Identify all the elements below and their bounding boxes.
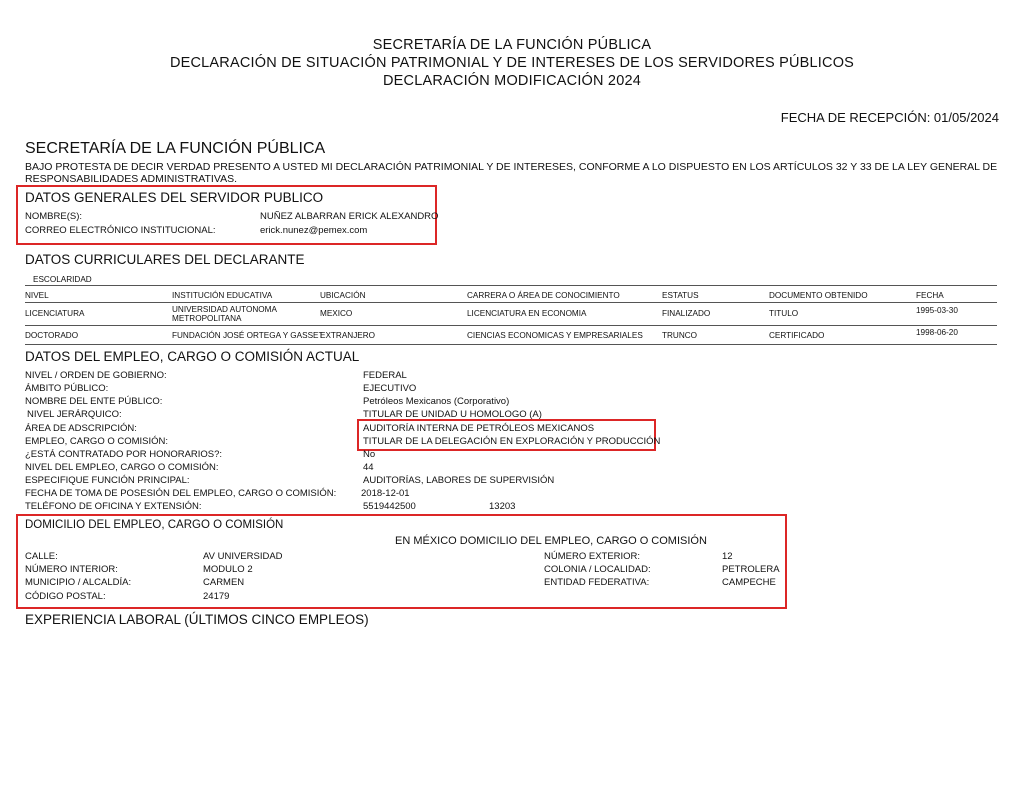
entidad-label: ENTIDAD FEDERATIVA: [544, 577, 650, 588]
empleo-value: Petróleos Mexicanos (Corporativo) [363, 396, 510, 407]
table-cell-fecha: 1998-06-20 [916, 328, 958, 337]
escolaridad-subtitle: ESCOLARIDAD [33, 275, 92, 284]
column-header-institucion: INSTITUCIÓN EDUCATIVA [172, 291, 273, 300]
table-cell-documento: TITULO [769, 309, 799, 318]
correo-label: CORREO ELECTRÓNICO INSTITUCIONAL: [25, 225, 216, 236]
domicilio-subtitle: EN MÉXICO DOMICILIO DEL EMPLEO, CARGO O COMISIÓN [395, 535, 707, 547]
table-cell-estatus: TRUNCO [662, 331, 698, 340]
table-cell-carrera: LICENCIATURA EN ECONOMIA [467, 309, 587, 318]
calle-label: CALLE: [25, 551, 58, 562]
empleo-label: FECHA DE TOMA DE POSESIÓN DEL EMPLEO, CARGO O COMISIÓN: [25, 488, 337, 499]
section-title-experiencia: EXPERIENCIA LABORAL (ÚLTIMOS CINCO EMPLEOS) [25, 612, 369, 627]
numero-interior-value: MODULO 2 [203, 564, 253, 575]
empleo-value: 44 [363, 462, 374, 473]
section-title-curriculares: DATOS CURRICULARES DEL DECLARANTE [25, 252, 305, 267]
empleo-label: NOMBRE DEL ENTE PÚBLICO: [25, 396, 163, 407]
numero-interior-label: NÚMERO INTERIOR: [25, 564, 118, 575]
empleo-label: TELÉFONO DE OFICINA Y EXTENSIÓN: [25, 501, 202, 512]
column-header-nivel: NIVEL [25, 291, 49, 300]
table-cell-nivel: DOCTORADO [25, 331, 79, 340]
section-title-domicilio: DOMICILIO DEL EMPLEO, CARGO O COMISIÓN [25, 519, 284, 531]
empleo-value: FEDERAL [363, 370, 407, 381]
numero-exterior-label: NÚMERO EXTERIOR: [544, 551, 641, 562]
codigo-postal-label: CÓDIGO POSTAL: [25, 591, 106, 602]
colonia-value: PETROLERA [722, 564, 780, 575]
empleo-label: ESPECIFIQUE FUNCIÓN PRINCIPAL: [25, 475, 190, 486]
empleo-value: AUDITORÍAS, LABORES DE SUPERVISIÓN [363, 475, 555, 486]
column-header-ubicacion: UBICACIÓN [320, 291, 366, 300]
municipio-value: CARMEN [203, 577, 245, 588]
municipio-label: MUNICIPIO / ALCALDÍA: [25, 577, 132, 588]
section-title-secretaria: SECRETARÍA DE LA FUNCIÓN PÚBLICA [25, 140, 326, 157]
calle-value: AV UNIVERSIDAD [203, 551, 283, 562]
document-title-line-2: DECLARACIÓN DE SITUACIÓN PATRIMONIAL Y DE INTERESES DE LOS SERVIDORES PÚBLICOS [169, 55, 855, 71]
empleo-value: No [363, 449, 376, 460]
empleo-value: AUDITORÍA INTERNA DE PETRÓLEOS MEXICANOS [363, 423, 595, 434]
column-header-fecha: FECHA [916, 291, 944, 300]
empleo-label: ÁMBITO PÚBLICO: [25, 383, 109, 394]
empleo-value: TITULAR DE UNIDAD U HOMOLOGO (A) [363, 409, 542, 420]
protesta-text-line-1: BAJO PROTESTA DE DECIR VERDAD PRESENTO A USTED MI DECLARACIÓN PATRIMONIAL Y DE INTERESES, CONFORME A LO DISPUESTO EN LOS ARTÍCULOS 32 Y 33 DE LA LEY GENERAL DE [25, 161, 998, 173]
table-cell-ubicacion: EXTRANJERO [320, 331, 376, 340]
document-title-line-3: DECLARACIÓN MODIFICACIÓN 2024 [383, 73, 641, 89]
nombre-label: NOMBRE(S): [25, 211, 82, 222]
protesta-text-line-2: RESPONSABILIDADES ADMINISTRATIVAS. [25, 173, 237, 185]
table-cell-estatus: FINALIZADO [662, 309, 711, 318]
table-rule-bottom [25, 344, 997, 345]
empleo-label: NIVEL JERÁRQUICO: [27, 409, 122, 420]
table-cell-carrera: CIENCIAS ECONOMICAS Y EMPRESARIALES [467, 331, 643, 340]
fecha-recepcion: FECHA DE RECEPCIÓN: 01/05/2024 [780, 110, 999, 125]
empleo-label: EMPLEO, CARGO O COMISIÓN: [25, 436, 169, 447]
empleo-value: EJECUTIVO [363, 383, 417, 394]
table-cell-institucion-line-2: METROPOLITANA [172, 314, 242, 323]
colonia-label: COLONIA / LOCALIDAD: [544, 564, 651, 575]
table-cell-nivel: LICENCIATURA [25, 309, 85, 318]
empleo-label: ÁREA DE ADSCRIPCIÓN: [25, 423, 137, 434]
document-title-line-1: SECRETARÍA DE LA FUNCIÓN PÚBLICA [372, 37, 652, 53]
numero-exterior-value: 12 [722, 551, 733, 562]
nombre-value: NUÑEZ ALBARRAN ERICK ALEXANDRO [260, 211, 439, 222]
empleo-label: NIVEL DEL EMPLEO, CARGO O COMISIÓN: [25, 462, 219, 473]
column-header-documento: DOCUMENTO OBTENIDO [769, 291, 868, 300]
empleo-label: ¿ESTÁ CONTRATADO POR HONORARIOS?: [25, 449, 223, 460]
codigo-postal-value: 24179 [203, 591, 230, 602]
entidad-value: CAMPECHE [722, 577, 776, 588]
column-header-estatus: ESTATUS [662, 291, 699, 300]
table-rule-row-1 [25, 325, 997, 326]
empleo-value: TITULAR DE LA DELEGACIÓN EN EXPLORACIÓN Y PRODUCCIÓN [363, 436, 661, 447]
section-title-datos-generales: DATOS GENERALES DEL SERVIDOR PUBLICO [25, 190, 324, 205]
extension-value: 13203 [489, 501, 516, 512]
column-header-carrera: CARRERA O ÁREA DE CONOCIMIENTO [467, 291, 620, 300]
table-rule-top [25, 285, 997, 286]
telefono-value: 5519442500 [363, 501, 416, 512]
empleo-label: NIVEL / ORDEN DE GOBIERNO: [25, 370, 167, 381]
table-cell-fecha: 1995-03-30 [916, 306, 958, 315]
section-title-empleo: DATOS DEL EMPLEO, CARGO O COMISIÓN ACTUAL [25, 349, 360, 364]
table-cell-institucion: UNIVERSIDAD AUTONOMA [172, 305, 277, 314]
table-cell-ubicacion: MEXICO [320, 309, 353, 318]
correo-value: erick.nunez@pemex.com [260, 225, 368, 236]
table-cell-documento: CERTIFICADO [769, 331, 825, 340]
empleo-value: 2018-12-01 [361, 488, 410, 499]
table-rule-header [25, 302, 997, 303]
table-cell-institucion: FUNDACIÓN JOSÉ ORTEGA Y GASSET [172, 331, 324, 340]
